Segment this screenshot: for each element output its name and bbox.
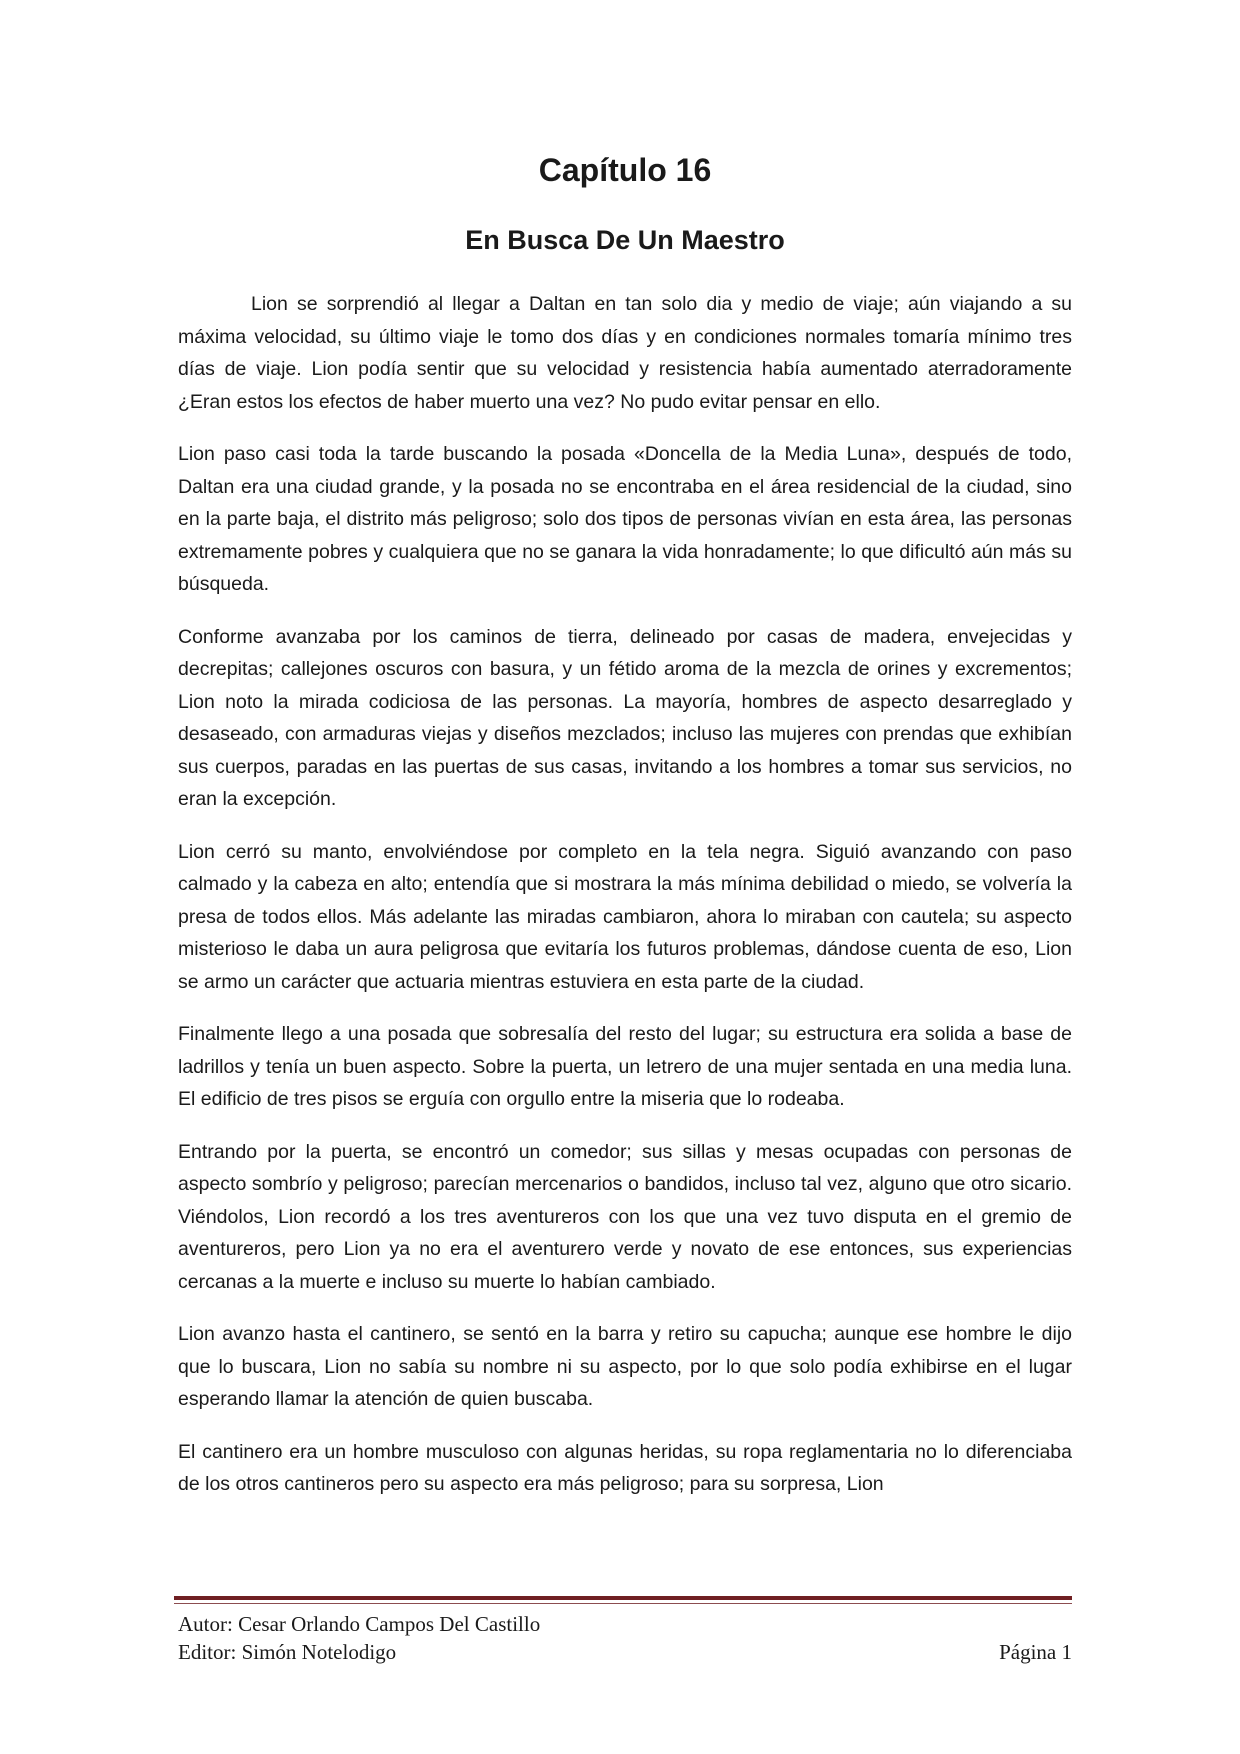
chapter-title: Capítulo 16 — [538, 152, 712, 188]
footer-page-number: Página 1 — [999, 1640, 1072, 1664]
paragraph-4: Lion cerró su manto, envolviéndose por completo en la tela negra. Siguió avanzando con paso calmado y la cabeza en alto; entendía que si mostrara la más mínima debilidad o miedo, se volvería la presa de todos ellos. Más adelante las miradas cambiaron, ahora lo miraban con cautela; su aspecto misterioso le daba un aura peligrosa que evitaría los futuros problemas, dándose cuenta de eso, Lion se armo un carácter que actuaria mientras estuviera en esta parte de la ciudad. — [178, 840, 1072, 993]
footer-author: Autor: Cesar Orlando Campos Del Castillo — [178, 1612, 541, 1636]
paragraph-6: Entrando por la puerta, se encontró un comedor; sus sillas y mesas ocupadas con personas de aspecto sombrío y peligroso; parecían mercenarios o bandidos, incluso tal vez, alguno que otro sicario. Viéndolos, Lion recordó a los tres aventureros con los que una vez tuvo disputa en el gremio de aventureros, pero Lion ya no era el aventurero verde y novato de ese entonces, sus experiencias cercanas a la muerte e incluso su muerte lo habían cambiado. — [178, 1140, 1072, 1293]
footer-divider-thick — [174, 1596, 1072, 1600]
chapter-body — [178, 288, 1072, 1521]
chapter-subtitle: En Busca De Un Maestro — [465, 225, 785, 255]
footer-row-editor — [178, 1638, 1072, 1666]
footer-row-author — [178, 1610, 1072, 1638]
paragraph-7: Lion avanzo hasta el cantinero, se sentó en la barra y retiro su capucha; aunque ese hombre le dijo que lo buscara, Lion no sabía su nombre ni su aspecto, por lo que solo podía exhibirse en el lugar esperando llamar la atención de quien buscaba. — [178, 1323, 1072, 1410]
paragraph-1: Lion se sorprendió al llegar a Daltan en tan solo dia y medio de viaje; aún viajando a su máxima velocidad, su último viaje le tomo dos días y en condiciones normales tomaría mínimo tres días de viaje. Lion podía sentir que su velocidad y resistencia había aumentado aterradoramente ¿Eran estos los efectos de haber muerto una vez? No pudo evitar pensar en ello. — [178, 293, 1072, 413]
paragraph-3: Conforme avanzaba por los caminos de tierra, delineado por casas de madera, envejecidas y decrepitas; callejones oscuros con basura, y un fétido aroma de la mezcla de orines y excrementos; Lion noto la mirada codiciosa de las personas. La mayoría, hombres de aspecto desarreglado y desaseado, con armaduras viejas y diseños mezclados; incluso las mujeres con prendas que exhibían sus cuerpos, paradas en las puertas de sus casas, invitando a los hombres a tomar sus servicios, no eran la excepción. — [178, 625, 1072, 810]
paragraph-2: Lion paso casi toda la tarde buscando la posada «Doncella de la Media Luna», después de todo, Daltan era una ciudad grande, y la posada no se encontraba en el área residencial de la ciudad, sino en la parte baja, el distrito más peligroso; solo dos tipos de personas vivían en esta área, las personas extremamente pobres y cualquiera que no se ganara la vida honradamente; lo que dificultó aún más su búsqueda. — [178, 443, 1072, 595]
footer-divider-thin — [174, 1603, 1072, 1604]
paragraph-8: El cantinero era un hombre musculoso con algunas heridas, su ropa reglamentaria no lo diferenciaba de los otros cantineros pero su aspecto era más peligroso; para su sorpresa, Lion — [178, 1440, 1072, 1495]
footer-editor: Editor: Simón Notelodigo — [178, 1640, 397, 1664]
paragraph-5: Finalmente llego a una posada que sobresalía del resto del lugar; su estructura era solida a base de ladrillos y tenía un buen aspecto. Sobre la puerta, un letrero de una mujer sentada en una media luna. El edificio de tres pisos se erguía con orgullo entre la miseria que lo rodeaba. — [178, 1023, 1072, 1110]
page-footer — [178, 1610, 1072, 1666]
